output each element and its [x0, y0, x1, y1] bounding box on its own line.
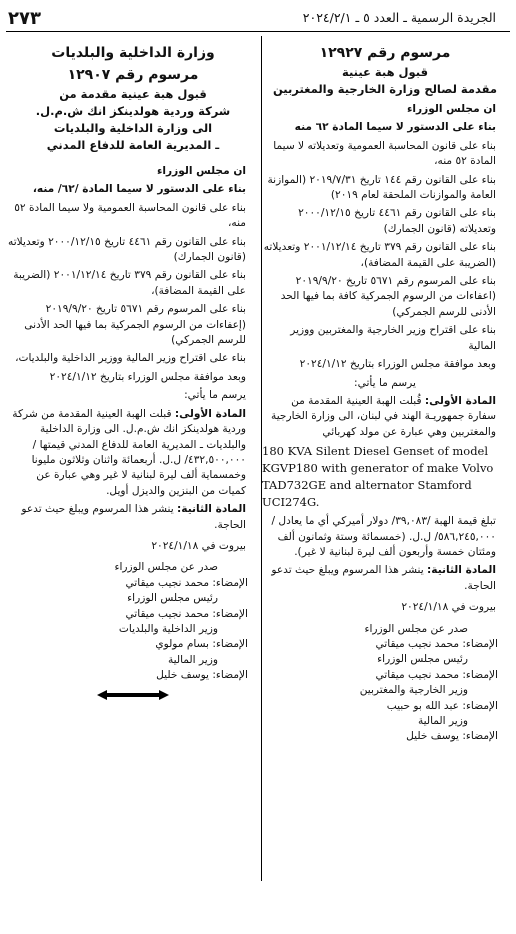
article-1-value: تبلغ قيمة الهبة /٣٩,٠٨٣/ دولار أميركي أي ما يعادل /٥٨٦,٢٤٥,٠٠٠/ ل.ل. (خمسمائة وستة وثمانون ألف ومئتان خمسة وأربعون ألف ليرة لبنانية لا غير). [271, 515, 496, 558]
approval-clause: وبعد موافقة مجلس الوزراء بتاريخ ٢٠٢٤/١/١٢ [299, 358, 496, 371]
signature-issued: صدر عن مجلس الوزراء [114, 561, 218, 574]
right-column [262, 42, 508, 745]
decree-subject: الى وزارة الداخلية والبلديات [53, 121, 213, 135]
signature: الإمضاء: بسام مولوي [155, 638, 248, 651]
decree-subject: مقدمة لصالح وزارة الخارجية والمغتربين [272, 82, 498, 96]
header-title: الجريدة الرسمية ـ العدد ٥ ـ ٢٠٢٤/٢/١ [302, 10, 496, 25]
decree-subject: ـ المديرية العامة للدفاع المدني [46, 138, 220, 152]
decree-title: مرسوم رقم ١٢٩٠٧ [67, 67, 199, 83]
signature-title: رئيس مجلس الوزراء [377, 653, 468, 666]
article-label: المادة الأولى: [424, 394, 496, 407]
article-label: المادة الأولى: [174, 407, 246, 420]
page-header [6, 8, 510, 30]
page-number: ٢٧٣ [8, 8, 41, 29]
article-text: قبلت الهبة العينية المقدمة من شركة وردية هولدينكز انك ش.م.ل. الى وزارة الداخلية والبلديات ـ المديرية العامة للدفاع المدني قيمتها /٤٣٢,٥٠٠,٠٠٠/ ل.ل. أربعمائة واثنان وثلاثون مليونا وخمسماية ألف ليرة لبنانية لا غير وهي عبارة عن كميات من البنزين والديزل أويل. [12, 407, 246, 497]
recital: بناء على المرسوم رقم ٥٦٧١ تاريخ ٢٠١٩/٩/٢٠ (اعفاءات من الرسوم الجمركية كافة بما فيها الحد الأدنى للرسم الجمركي) [280, 275, 496, 318]
end-of-section-ornament [8, 688, 258, 702]
signature-title: رئيس مجلس الوزراء [127, 592, 218, 605]
decrees-line: يرسم ما يأتي: [354, 376, 416, 389]
recital: بناء على قانون المحاسبة العمومية ولا سيما المادة ٥٢ منه، [14, 201, 246, 230]
article-text: ينشر هذا المرسوم ويبلغ حيث تدعو الحاجة. [271, 564, 496, 592]
constitution-clause: بناء على الدستور لا سيما المادة ٦٢ منه [294, 121, 496, 134]
decree-title: مرسوم رقم ١٢٩٢٧ [319, 45, 451, 61]
article-text: قُبلت الهبة العينية المقدمة من سفارة جمهوريـة الهند في لبنان، الى وزارة الخارجية والمغتربين وهي عبارة عن مولد كهربائي [271, 394, 496, 438]
article-label: المادة الثانية: [427, 564, 496, 577]
signature: الإمضاء: يوسف خليل [156, 669, 248, 682]
decree-subject: شركة وردية هولدينكز انك ش.م.ل. [35, 104, 231, 118]
decree-subject: قبول هبة عينية [342, 65, 428, 79]
article-2 [8, 502, 258, 533]
recital: بناء على القانون رقم ٣٧٩ تاريخ ٢٠٠١/١٢/١٤ (الضريبة على القيمة المضافة)، [13, 269, 246, 297]
recital: بناء على اقتراح وزير الخارجية والمغتربين ووزير المالية [290, 324, 496, 352]
recital: بناء على القانون رقم ٣٧٩ تاريخ ٢٠٠١/١٢/١٤ وتعديلاته (الضريبة على القيمة المضافة)، [263, 241, 496, 269]
ornament-bar [107, 693, 159, 697]
decree-date: بيروت في ٢٠٢٤/١/١٨ [401, 601, 496, 614]
recital: بناء على القانون رقم ١٤٤ تاريخ ٢٠١٩/٧/٣١ (الموازنة العامة والموازنات الملحقة لعام ٢٠١٩) [267, 173, 496, 202]
article-text: ينشر هذا المرسوم ويبلغ حيث تدعو الحاجة. [21, 503, 246, 531]
signature: الإمضاء: محمد نجيب ميقاتي [375, 637, 498, 650]
ornament-left-arrow [97, 690, 107, 700]
recital: بناء على القانون رقم ٤٤٦١ تاريخ ٢٠٠٠/١٢/١٥ وتعديلاته (قانون الجمارك) [8, 235, 246, 264]
issuer-line: ان مجلس الوزراء [156, 165, 246, 177]
recital: بناء على القانون رقم ٤٤٦١ تاريخ ٢٠٠٠/١٢/١٥ وتعديلاته (قانون الجمارك) [298, 207, 496, 235]
signature: الإمضاء: يوسف خليل [406, 730, 498, 743]
approval-clause: وبعد موافقة مجلس الوزراء بتاريخ ٢٠٢٤/١/١٢ [49, 370, 246, 383]
signature: الإمضاء: محمد نجيب ميقاتي [125, 576, 248, 589]
ministry-title: وزارة الداخلية والبلديات [51, 45, 215, 61]
article-2 [262, 563, 508, 594]
article-1 [262, 394, 508, 440]
decree-date: بيروت في ٢٠٢٤/١/١٨ [151, 539, 246, 552]
article-1 [8, 407, 258, 499]
recital: بناء على قانون المحاسبة العمومية وتعديلاته لا سيما المادة ٥٢ منه، [273, 139, 496, 168]
left-column [8, 42, 258, 702]
signature: الإمضاء: عبد الله بو حبيب [386, 699, 498, 712]
signature: الإمضاء: محمد نجيب ميقاتي [125, 607, 248, 620]
signature-issued: صدر عن مجلس الوزراء [364, 622, 468, 635]
header-divider [6, 31, 510, 32]
signature-title: وزير المالية [167, 653, 218, 666]
signature-title: وزير الخارجية والمغتربين [359, 684, 468, 697]
recital: بناء على المرسوم رقم ٥٦٧١ تاريخ ٢٠١٩/٩/٢٠ (إعفاءات من الرسوم الجمركية بما فيها الحد الأدنى للرسم الجمركي) [24, 303, 246, 347]
signature-title: وزير المالية [417, 715, 468, 727]
decree-subject: قبول هبة عينية مقدمة من [59, 87, 207, 101]
signature-title: وزير الداخلية والبلديات [118, 622, 218, 635]
ornament-right-arrow [159, 690, 169, 700]
article-label: المادة الثانية: [177, 503, 246, 516]
decrees-line: يرسم ما يأتي: [184, 389, 246, 402]
recital: بناء على اقتراح وزير المالية ووزير الداخلية والبلديات، [15, 352, 246, 365]
issuer-line: ان مجلس الوزراء [406, 103, 496, 115]
signature: الإمضاء: محمد نجيب ميقاتي [375, 668, 498, 681]
constitution-clause: بناء على الدستور لا سيما المادة /٦٢/ منه، [32, 183, 246, 196]
article-1-english: 180 KVA Silent Diesel Genset of model KGVP180 with generator of make Volvo TAD732GE and alternator Stamford UCI274G. [262, 444, 494, 510]
